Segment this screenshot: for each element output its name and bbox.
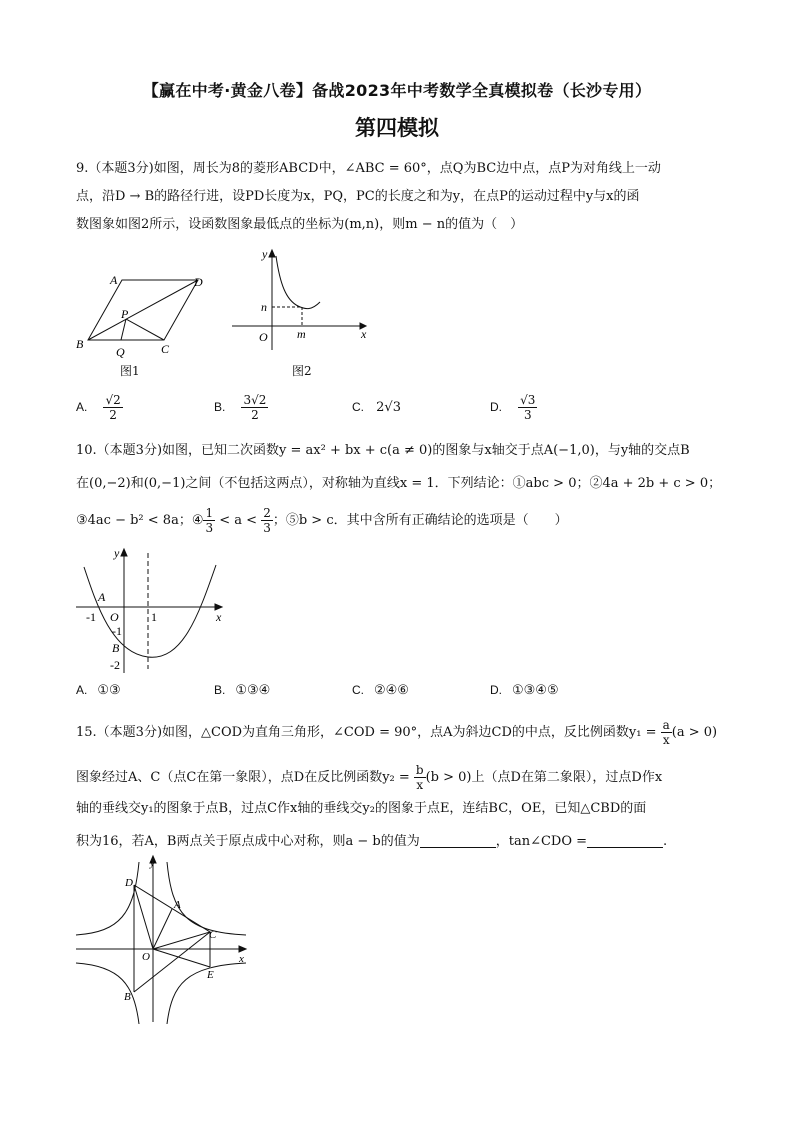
label-b: B	[112, 641, 120, 655]
segment-oe	[153, 949, 210, 967]
q10-option-a: A. ①③	[76, 683, 121, 698]
q9-fig2-caption: 图2	[292, 364, 312, 378]
q10-line-3: ③4ac − b² < 8a；④ $\frac{1}{3}$ < a < $\frac{2}{3}$ ；⑤b > c．其中含所有正确结论的选项是（ ）	[76, 506, 568, 535]
q9-line-1: 9.（本题3分)如图，周长为8的菱形ABCD中，∠ABC = 60°，点Q为BC边中点，点P为对角线上一动	[76, 161, 661, 176]
answer-blank-2[interactable]	[587, 835, 663, 848]
segment-pc	[126, 319, 164, 340]
q10-option-b: B. ①③④	[214, 683, 271, 698]
label-b: B	[76, 337, 84, 351]
page-subtitle: 第四模拟	[355, 116, 439, 140]
label-a: A	[110, 273, 118, 287]
q10-line-2: 在(0,−2)和(0,−1)之间（不包括这两点），对称轴为直线x = 1．下列结论：①abc > 0；②4a + 2b + c > 0；	[76, 476, 722, 491]
q9-figure-1	[70, 262, 220, 362]
q9-option-d: D. $\frac{√3}{3}$	[490, 393, 536, 422]
label-c: C	[161, 342, 170, 356]
option-label: C.	[352, 400, 364, 414]
function-curve	[276, 256, 320, 309]
q10-option-c: C. ②④⑥	[352, 683, 409, 698]
label-b: B	[124, 991, 131, 1003]
q10-option-d: D. ①③④⑤	[490, 683, 559, 698]
answer-blank-1[interactable]	[420, 835, 496, 848]
origin-label: O	[110, 610, 119, 624]
axis-label-x: x	[216, 610, 222, 624]
q10-parabola-graph	[74, 545, 234, 675]
label-x-1: 1	[151, 610, 157, 624]
q15-hyperbola-graph	[70, 852, 250, 1027]
q9-option-a: A. $\frac{√2}{2}$	[76, 393, 121, 422]
q9-option-c: C. 2√3	[352, 400, 401, 415]
q15-line-4: 积为16，若A，B两点关于原点成中心对称，则a − b的值为 ，tan∠CDO = .	[76, 834, 668, 849]
origin-label: O	[259, 330, 268, 344]
axis-label-y: y	[150, 857, 155, 869]
option-label: D.	[490, 400, 502, 414]
q15-line-2: 图象经过A、C（点C在第一象限），点D在反比例函数y₂ = $\frac{b}{x}$ (b > 0)上（点D在第二象限），过点D作x	[76, 763, 663, 792]
q10-line-1: 10.（本题3分)如图，已知二次函数y = ax² + bx + c(a ≠ 0)的图象与x轴交于点A(−1,0)，与y轴的交点B	[76, 443, 690, 458]
option-label: B.	[214, 400, 226, 414]
label-p: P	[121, 307, 129, 321]
label-a: A	[174, 899, 181, 911]
page-header-title: 【赢在中考·黄金八卷】备战2023年中考数学全真模拟卷（长沙专用）	[142, 81, 652, 100]
q9-option-b: B. $\frac{3√2}{2}$	[214, 393, 267, 422]
label-d: D	[125, 877, 133, 889]
axis-label-x: x	[239, 953, 244, 965]
label-a: A	[98, 590, 106, 604]
q15-line-3: 轴的垂线交y₁的图象于点B，过点C作x轴的垂线交y₂的图象于点E，连结BC，OE，已知△CBD的面	[76, 801, 647, 816]
q15-line-1: 15.（本题3分)如图，△COD为直角三角形，∠COD = 90°，点A为斜边CD的中点，反比例函数y₁ = $\frac{a}{x}$ (a > 0)	[76, 718, 718, 747]
axis-label-y: y	[114, 546, 120, 560]
axis-label-x: x	[361, 327, 367, 341]
origin-label: O	[142, 951, 150, 963]
q9-line-2: 点，沿D → B的路径行进，设PD长度为x，PQ，PC的长度之和为y，在点P的运动过程中y与x的函	[76, 189, 640, 204]
q9-fig1-caption: 图1	[120, 364, 140, 378]
label-c: C	[209, 929, 217, 941]
label-y-minus-2: -2	[110, 658, 120, 672]
label-x-minus-1: -1	[86, 610, 96, 624]
triangle-cod	[134, 885, 210, 949]
label-q: Q	[116, 345, 125, 359]
label-y-minus-1: -1	[112, 624, 122, 638]
hyperbola-y2-q2	[76, 862, 139, 935]
axis-label-y: y	[262, 247, 268, 261]
label-m: m	[297, 327, 306, 341]
label-d: D	[194, 275, 203, 289]
q9-figure-2	[228, 244, 378, 354]
parabola-curve	[84, 565, 216, 657]
option-label: A.	[76, 400, 88, 414]
q9-line-3: 数图象如图2所示，设函数图象最低点的坐标为(m,n)，则m − n的值为（ ）	[76, 217, 524, 232]
label-e: E	[207, 969, 214, 981]
segment-oa	[153, 909, 172, 949]
label-n: n	[261, 300, 267, 314]
